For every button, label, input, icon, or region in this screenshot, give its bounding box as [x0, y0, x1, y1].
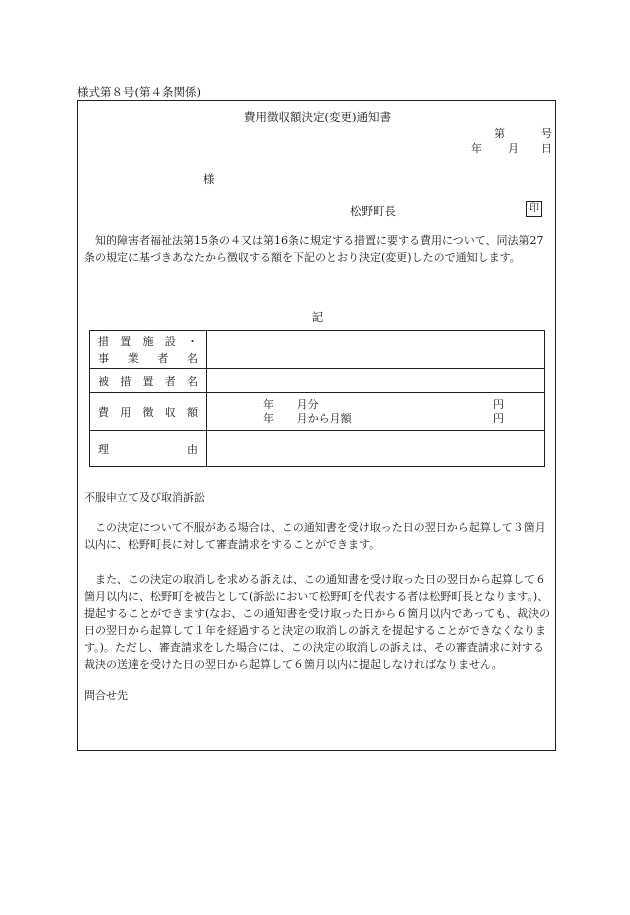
reason-label-chars [98, 441, 198, 457]
number-suffix: 号 [541, 127, 552, 140]
table-row-facility [90, 331, 545, 369]
contact-label: 問合せ先 [84, 689, 128, 702]
fee-line-monthly [207, 398, 544, 412]
ki-heading: 記 [311, 310, 324, 324]
label-char: ・ [187, 334, 198, 348]
facility-value-cell[interactable] [207, 331, 545, 369]
details-table [89, 330, 545, 467]
intro-paragraph: 知的障害者福祉法第15条の４又は第16条に規定する措置に要する費用について、同法第27条の規定に基づきあなたから徴収する額を下記のとおり決定(変更)したので通知します。 [84, 234, 544, 264]
label-char: 徴 [142, 405, 154, 419]
fee-month-label: 月分 [296, 397, 319, 411]
reason-value-cell[interactable] [207, 431, 545, 467]
fee-value-cell[interactable] [207, 393, 545, 431]
label-char: 事 [98, 351, 109, 365]
label-char: 費 [98, 405, 109, 419]
appeal-paragraph-1: この決定について不服がある場合は、この通知書を受け取った日の翌日から起算して３箇月以内に、松野町長に対して審査請求をすることができます。 [84, 521, 546, 551]
person-value-cell[interactable] [207, 369, 545, 393]
fee-year-label: 年 [263, 411, 274, 425]
label-char: 者 [157, 351, 169, 365]
label-char: 措 [120, 374, 132, 388]
table-row-reason [90, 431, 545, 467]
fee-label [90, 393, 207, 431]
issuer-name: 松野町長 [350, 204, 396, 218]
label-char: 措 [98, 334, 109, 348]
label-char: 名 [186, 351, 198, 365]
label-char: 施 [142, 334, 154, 348]
addressee-honorific: 様 [203, 172, 215, 186]
facility-label-line2 [98, 350, 198, 367]
label-char: 由 [187, 442, 198, 456]
fee-yen-label: 円 [493, 397, 504, 411]
label-char: 置 [120, 334, 132, 348]
seal-mark: 印 [526, 201, 542, 217]
number-prefix: 第 [494, 127, 505, 140]
fee-line-from [207, 412, 544, 426]
fee-label-chars [98, 404, 198, 420]
label-char: 業 [127, 351, 139, 365]
table-row-fee [90, 393, 545, 431]
fee-month-label: 月から月額 [296, 411, 352, 425]
date-month: 月 [508, 142, 519, 155]
table-row-person [90, 369, 545, 393]
label-char: 理 [98, 442, 109, 456]
label-char: 額 [187, 405, 198, 419]
appeal-paragraph-2: また、この決定の取消しを求める訴えは、この通知書を受け取った日の翌日から起算して６箇月以内に、松野町を被告として(訴訟において松野町を代表する者は松野町長となります。)、提起することができます(なお、この通知書を受け取った日から６箇月以内であっても、裁決の日の翌日から起算して１年を経過すると決定の取消しの訴えを提起することができなくなります。)。ただし、審査請求をした場合には、この決定の取消しの訴えは、その審査請求に対する裁決の送達を受けた日の翌日から起算して６箇月以内に提起しなければなりません。 [84, 573, 551, 671]
notice-frame [77, 100, 556, 751]
appeal-heading: 不服申立て及び取消訴訟 [84, 491, 205, 504]
form-label: 様式第８号(第４条関係) [77, 85, 201, 99]
fee-year-label: 年 [263, 397, 274, 411]
facility-label-line1 [98, 333, 198, 350]
person-label [90, 369, 207, 393]
label-char: 被 [98, 374, 109, 388]
label-char: 者 [164, 374, 176, 388]
facility-label [90, 331, 207, 369]
label-char: 収 [164, 405, 176, 419]
document-title: 費用徴収額決定(変更)通知書 [244, 110, 391, 124]
reason-label [90, 431, 207, 467]
person-label-chars [98, 373, 198, 389]
label-char: 用 [120, 405, 132, 419]
label-char: 設 [164, 334, 176, 348]
date-year: 年 [471, 142, 482, 155]
label-char: 名 [187, 374, 198, 388]
date-day: 日 [541, 142, 552, 155]
fee-yen-label: 円 [493, 411, 504, 425]
label-char: 置 [142, 374, 154, 388]
